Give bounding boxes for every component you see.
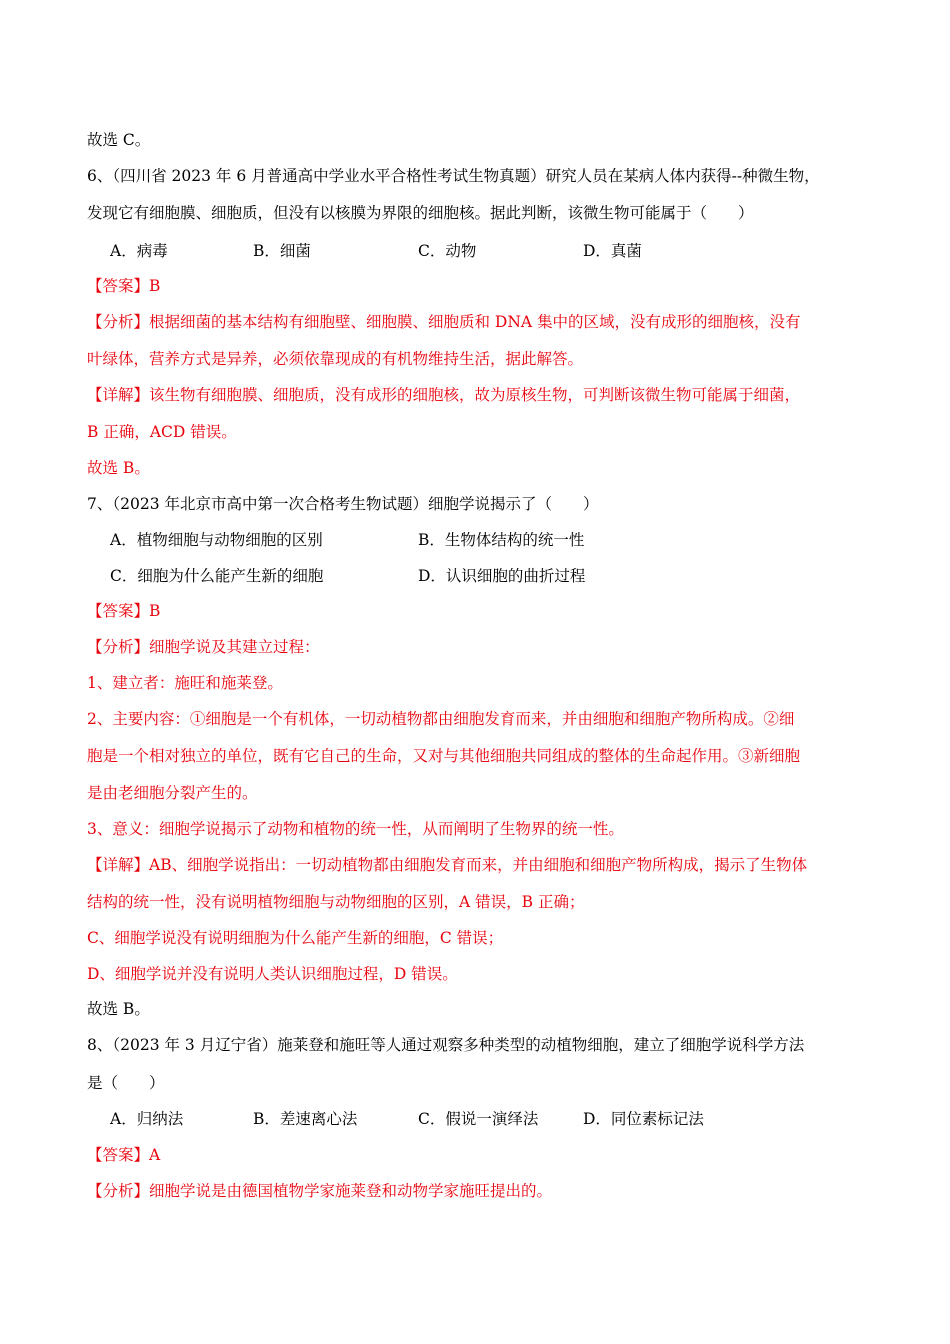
q6-option-c: C．动物 [418, 242, 477, 260]
analysis-8: 【分析】细胞学说是由德国植物学家施莱登和动物学家施旺提出的。 [87, 1182, 553, 1200]
point-2-line-2: 胞是一个相对独立的单位，既有它自己的生命，又对与其他细胞共同组成的整体的生命起作用。③新细胞 [87, 747, 801, 765]
question-6-stem-line-1: 6、（四川省 2023 年 6 月普通高中学业水平合格性考试生物真题）研究人员在某病人体内获得--种微生物， [87, 167, 820, 185]
select-7: 故选 B。 [87, 1000, 150, 1018]
answer-6: 【答案】B [87, 277, 161, 295]
question-8-stem-line-2: 是（ ） [87, 1074, 165, 1092]
q6-option-a: A．病毒 [110, 242, 168, 260]
detail-6-line-2: B 正确，ACD 错误。 [87, 423, 237, 441]
answer-8: 【答案】A [87, 1146, 161, 1164]
question-6-stem-line-2: 发现它有细胞膜、细胞质，但没有以核膜为界限的细胞核。据此判断，该微生物可能属于（ ） [87, 204, 754, 222]
q8-option-a: A．归纳法 [110, 1110, 184, 1128]
q8-option-b: B．差速离心法 [253, 1110, 358, 1128]
detail-7-line-2: 结构的统一性，没有说明植物细胞与动物细胞的区别，A 错误，B 正确； [87, 893, 585, 911]
detail-7-line-4: D、细胞学说并没有说明人类认识细胞过程，D 错误。 [87, 965, 458, 983]
analysis-6-line-1: 【分析】根据细菌的基本结构有细胞壁、细胞膜、细胞质和 DNA 集中的区域，没有成形的细胞核，没有 [87, 313, 801, 331]
q6-option-b: B．细菌 [253, 242, 311, 260]
detail-6-line-1: 【详解】该生物有细胞膜、细胞质，没有成形的细胞核，故为原核生物，可判断该微生物可能属于细菌， [87, 386, 801, 404]
q8-option-d: D．同位素标记法 [583, 1110, 704, 1128]
q7-option-d: D．认识细胞的曲折过程 [418, 567, 586, 585]
q7-option-b: B．生物体结构的统一性 [418, 531, 585, 549]
point-2-line-1: 2、主要内容：①细胞是一个有机体，一切动植物都由细胞发育而来，并由细胞和细胞产物所构成。②细 [87, 710, 795, 728]
question-7-stem: 7、（2023 年北京市高中第一次合格考生物试题）细胞学说揭示了（ ） [87, 495, 599, 513]
detail-7-line-3: C、细胞学说没有说明细胞为什么能产生新的细胞，C 错误； [87, 929, 504, 947]
select-6: 故选 B。 [87, 459, 150, 477]
select-c-line: 故选 C。 [87, 131, 151, 149]
q8-option-c: C．假说一演绎法 [418, 1110, 539, 1128]
point-3: 3、意义：细胞学说揭示了动物和植物的统一性，从而阐明了生物界的统一性。 [87, 820, 624, 838]
question-8-stem-line-1: 8、（2023 年 3 月辽宁省）施莱登和施旺等人通过观察多种类型的动植物细胞，建立了细胞学说科学方法 [87, 1036, 805, 1054]
point-2-line-3: 是由老细胞分裂产生的。 [87, 784, 258, 802]
analysis-6-line-2: 叶绿体，营养方式是异养，必须依靠现成的有机物维持生活，据此解答。 [87, 350, 584, 368]
detail-7-line-1: 【详解】AB、细胞学说指出：一切动植物都由细胞发育而来，并由细胞和细胞产物所构成，揭示了生物体 [87, 856, 808, 874]
q7-option-c: C．细胞为什么能产生新的细胞 [110, 567, 324, 585]
q7-option-a: A．植物细胞与动物细胞的区别 [110, 531, 323, 549]
analysis-7: 【分析】细胞学说及其建立过程： [87, 638, 320, 656]
point-1: 1、建立者：施旺和施莱登。 [87, 674, 283, 692]
q6-option-d: D．真菌 [583, 242, 642, 260]
answer-7: 【答案】B [87, 602, 161, 620]
